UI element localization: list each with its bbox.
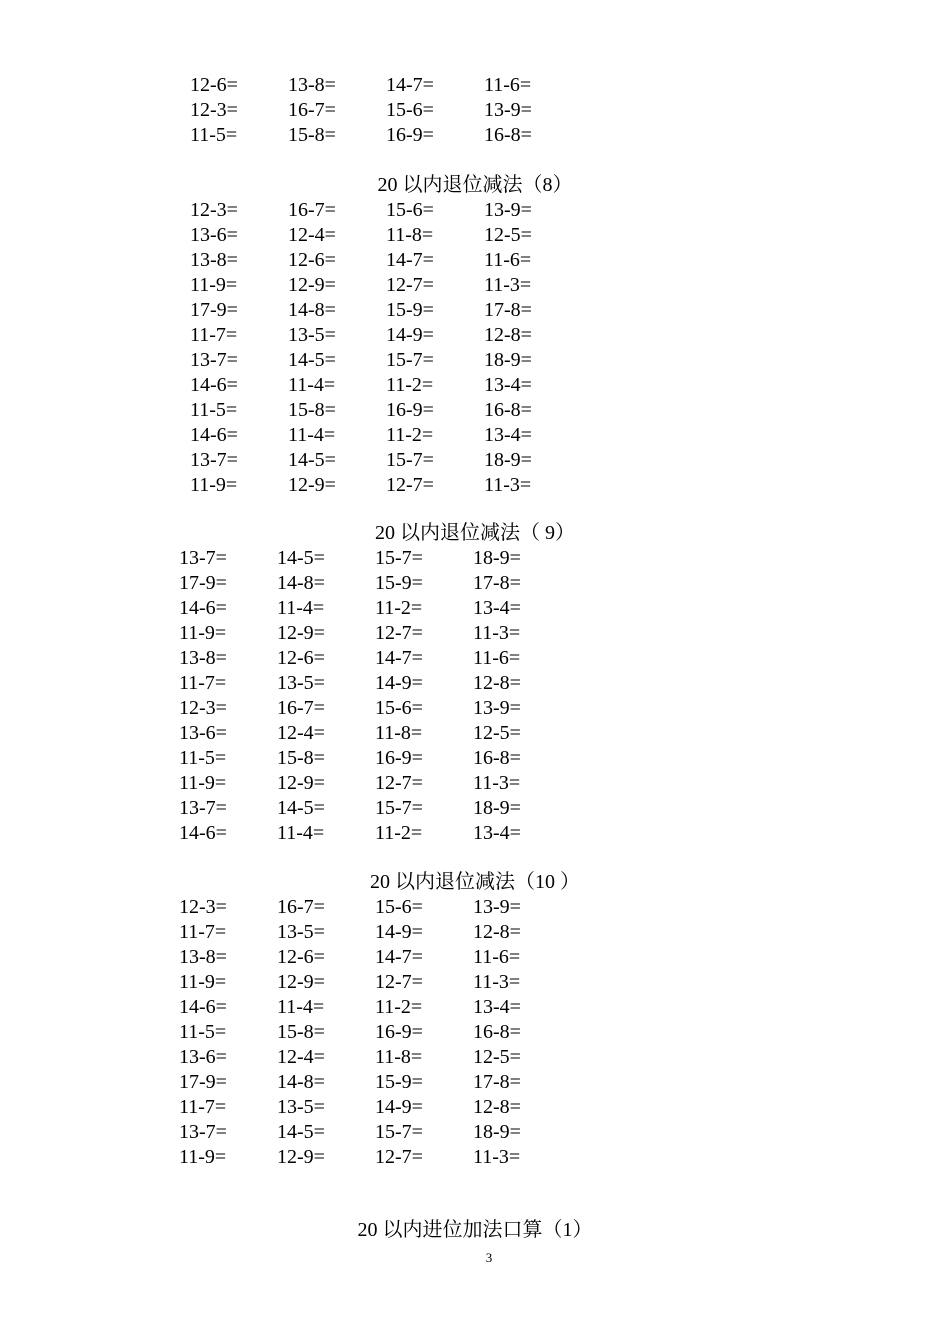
exercise-item: 14-6= bbox=[179, 822, 227, 844]
exercise-item: 15-9= bbox=[386, 299, 434, 321]
exercise-item: 13-8= bbox=[288, 74, 336, 96]
exercise-item: 13-4= bbox=[484, 374, 532, 396]
exercise-item: 12-5= bbox=[484, 224, 532, 246]
exercise-item: 11-6= bbox=[484, 74, 532, 96]
exercise-item: 14-7= bbox=[386, 249, 434, 271]
exercise-item: 16-9= bbox=[375, 747, 423, 769]
exercise-item: 12-8= bbox=[473, 921, 521, 943]
exercise-item: 12-4= bbox=[277, 1046, 325, 1068]
section-title: 20 以内退位减法（ 9） bbox=[375, 522, 575, 544]
exercise-item: 18-9= bbox=[484, 449, 532, 471]
exercise-item: 11-9= bbox=[190, 474, 238, 496]
exercise-item: 12-3= bbox=[179, 896, 227, 918]
exercise-item: 11-7= bbox=[179, 1096, 227, 1118]
section-title: 20 以内退位减法（10 ） bbox=[370, 871, 580, 893]
exercise-item: 18-9= bbox=[473, 1121, 521, 1143]
exercise-item: 11-3= bbox=[473, 772, 521, 794]
exercise-item: 11-2= bbox=[386, 424, 434, 446]
page-number: 3 bbox=[485, 1250, 493, 1265]
exercise-item: 15-7= bbox=[375, 547, 423, 569]
exercise-item: 13-7= bbox=[179, 797, 227, 819]
exercise-item: 12-6= bbox=[190, 74, 238, 96]
section-title: 20 以内退位减法（8） bbox=[377, 174, 573, 196]
exercise-item: 13-6= bbox=[179, 722, 227, 744]
exercise-item: 14-9= bbox=[375, 672, 423, 694]
exercise-item: 15-6= bbox=[386, 99, 434, 121]
exercise-item: 11-9= bbox=[179, 772, 227, 794]
exercise-item: 14-6= bbox=[190, 374, 238, 396]
exercise-item: 11-2= bbox=[375, 822, 423, 844]
exercise-item: 11-7= bbox=[179, 921, 227, 943]
exercise-item: 12-7= bbox=[375, 971, 423, 993]
exercise-item: 16-7= bbox=[277, 896, 325, 918]
exercise-item: 14-9= bbox=[375, 921, 423, 943]
exercise-item: 11-6= bbox=[473, 647, 521, 669]
exercise-item: 11-4= bbox=[277, 597, 325, 619]
exercise-item: 15-8= bbox=[288, 124, 336, 146]
exercise-item: 15-9= bbox=[375, 572, 423, 594]
exercise-item: 12-8= bbox=[484, 324, 532, 346]
exercise-item: 13-7= bbox=[190, 349, 238, 371]
exercise-item: 13-5= bbox=[277, 672, 325, 694]
exercise-item: 15-7= bbox=[386, 349, 434, 371]
exercise-item: 12-4= bbox=[288, 224, 336, 246]
exercise-item: 13-6= bbox=[179, 1046, 227, 1068]
exercise-item: 13-7= bbox=[179, 1121, 227, 1143]
exercise-item: 11-8= bbox=[386, 224, 434, 246]
exercise-item: 15-6= bbox=[375, 697, 423, 719]
exercise-item: 14-7= bbox=[375, 946, 423, 968]
exercise-item: 16-7= bbox=[277, 697, 325, 719]
exercise-item: 16-9= bbox=[386, 399, 434, 421]
exercise-item: 11-5= bbox=[179, 1021, 227, 1043]
exercise-item: 11-2= bbox=[386, 374, 434, 396]
exercise-item: 11-3= bbox=[473, 971, 521, 993]
exercise-item: 17-9= bbox=[190, 299, 238, 321]
exercise-item: 15-7= bbox=[386, 449, 434, 471]
exercise-item: 15-7= bbox=[375, 797, 423, 819]
exercise-item: 13-5= bbox=[277, 1096, 325, 1118]
exercise-item: 14-7= bbox=[375, 647, 423, 669]
exercise-item: 14-6= bbox=[179, 996, 227, 1018]
exercise-item: 14-9= bbox=[375, 1096, 423, 1118]
exercise-item: 13-9= bbox=[473, 697, 521, 719]
exercise-item: 11-3= bbox=[484, 474, 532, 496]
exercise-item: 14-5= bbox=[288, 449, 336, 471]
exercise-item: 13-7= bbox=[190, 449, 238, 471]
exercise-item: 11-9= bbox=[179, 1146, 227, 1168]
exercise-item: 14-5= bbox=[288, 349, 336, 371]
exercise-item: 11-5= bbox=[190, 124, 238, 146]
exercise-item: 11-5= bbox=[190, 399, 238, 421]
exercise-item: 11-8= bbox=[375, 1046, 423, 1068]
exercise-item: 14-6= bbox=[179, 597, 227, 619]
exercise-item: 11-3= bbox=[473, 622, 521, 644]
exercise-item: 16-8= bbox=[473, 1021, 521, 1043]
exercise-item: 15-9= bbox=[375, 1071, 423, 1093]
exercise-item: 11-2= bbox=[375, 996, 423, 1018]
exercise-item: 13-5= bbox=[288, 324, 336, 346]
exercise-item: 13-5= bbox=[277, 921, 325, 943]
exercise-item: 17-8= bbox=[473, 572, 521, 594]
exercise-item: 11-6= bbox=[484, 249, 532, 271]
exercise-item: 13-9= bbox=[484, 199, 532, 221]
exercise-item: 16-8= bbox=[473, 747, 521, 769]
exercise-item: 13-6= bbox=[190, 224, 238, 246]
exercise-item: 13-7= bbox=[179, 547, 227, 569]
exercise-item: 16-7= bbox=[288, 99, 336, 121]
exercise-item: 12-7= bbox=[375, 772, 423, 794]
exercise-item: 12-6= bbox=[288, 249, 336, 271]
exercise-item: 12-9= bbox=[288, 274, 336, 296]
exercise-item: 11-4= bbox=[288, 424, 336, 446]
exercise-item: 12-7= bbox=[375, 1146, 423, 1168]
exercise-item: 12-9= bbox=[277, 622, 325, 644]
exercise-item: 12-9= bbox=[277, 971, 325, 993]
exercise-item: 12-5= bbox=[473, 1046, 521, 1068]
exercise-item: 14-7= bbox=[386, 74, 434, 96]
exercise-item: 17-8= bbox=[484, 299, 532, 321]
exercise-item: 18-9= bbox=[484, 349, 532, 371]
exercise-item: 11-2= bbox=[375, 597, 423, 619]
exercise-item: 12-6= bbox=[277, 946, 325, 968]
exercise-item: 11-4= bbox=[288, 374, 336, 396]
exercise-item: 11-4= bbox=[277, 996, 325, 1018]
exercise-item: 18-9= bbox=[473, 547, 521, 569]
exercise-item: 13-8= bbox=[190, 249, 238, 271]
exercise-item: 13-9= bbox=[484, 99, 532, 121]
exercise-item: 14-9= bbox=[386, 324, 434, 346]
exercise-item: 17-9= bbox=[179, 1071, 227, 1093]
exercise-item: 16-9= bbox=[375, 1021, 423, 1043]
exercise-item: 12-4= bbox=[277, 722, 325, 744]
exercise-item: 11-3= bbox=[484, 274, 532, 296]
exercise-item: 11-9= bbox=[179, 622, 227, 644]
exercise-item: 12-7= bbox=[386, 474, 434, 496]
exercise-item: 14-6= bbox=[190, 424, 238, 446]
exercise-item: 13-4= bbox=[473, 996, 521, 1018]
exercise-item: 16-7= bbox=[288, 199, 336, 221]
exercise-item: 12-3= bbox=[179, 697, 227, 719]
exercise-item: 15-6= bbox=[386, 199, 434, 221]
exercise-item: 17-9= bbox=[179, 572, 227, 594]
exercise-item: 14-5= bbox=[277, 1121, 325, 1143]
exercise-item: 12-5= bbox=[473, 722, 521, 744]
exercise-item: 13-4= bbox=[473, 822, 521, 844]
exercise-item: 14-8= bbox=[277, 1071, 325, 1093]
exercise-item: 13-8= bbox=[179, 946, 227, 968]
exercise-item: 15-6= bbox=[375, 896, 423, 918]
exercise-item: 17-8= bbox=[473, 1071, 521, 1093]
exercise-item: 15-7= bbox=[375, 1121, 423, 1143]
exercise-item: 11-9= bbox=[179, 971, 227, 993]
exercise-item: 12-8= bbox=[473, 672, 521, 694]
exercise-item: 12-3= bbox=[190, 99, 238, 121]
exercise-item: 12-7= bbox=[386, 274, 434, 296]
exercise-item: 11-5= bbox=[179, 747, 227, 769]
exercise-item: 12-3= bbox=[190, 199, 238, 221]
exercise-item: 14-5= bbox=[277, 797, 325, 819]
exercise-item: 15-8= bbox=[288, 399, 336, 421]
exercise-item: 14-8= bbox=[288, 299, 336, 321]
exercise-item: 14-5= bbox=[277, 547, 325, 569]
exercise-item: 13-4= bbox=[484, 424, 532, 446]
exercise-item: 14-8= bbox=[277, 572, 325, 594]
exercise-item: 18-9= bbox=[473, 797, 521, 819]
exercise-item: 12-9= bbox=[277, 1146, 325, 1168]
exercise-item: 12-9= bbox=[288, 474, 336, 496]
exercise-item: 12-7= bbox=[375, 622, 423, 644]
exercise-item: 11-9= bbox=[190, 274, 238, 296]
exercise-item: 12-8= bbox=[473, 1096, 521, 1118]
next-section-title: 20 以内进位加法口算（1） bbox=[357, 1219, 593, 1241]
exercise-item: 11-6= bbox=[473, 946, 521, 968]
exercise-item: 11-7= bbox=[190, 324, 238, 346]
exercise-item: 16-9= bbox=[386, 124, 434, 146]
exercise-item: 16-8= bbox=[484, 124, 532, 146]
exercise-item: 12-6= bbox=[277, 647, 325, 669]
exercise-item: 15-8= bbox=[277, 747, 325, 769]
exercise-item: 13-4= bbox=[473, 597, 521, 619]
exercise-item: 11-7= bbox=[179, 672, 227, 694]
exercise-item: 13-9= bbox=[473, 896, 521, 918]
exercise-item: 11-8= bbox=[375, 722, 423, 744]
exercise-item: 11-3= bbox=[473, 1146, 521, 1168]
exercise-item: 15-8= bbox=[277, 1021, 325, 1043]
exercise-item: 11-4= bbox=[277, 822, 325, 844]
exercise-item: 12-9= bbox=[277, 772, 325, 794]
exercise-item: 13-8= bbox=[179, 647, 227, 669]
exercise-item: 16-8= bbox=[484, 399, 532, 421]
